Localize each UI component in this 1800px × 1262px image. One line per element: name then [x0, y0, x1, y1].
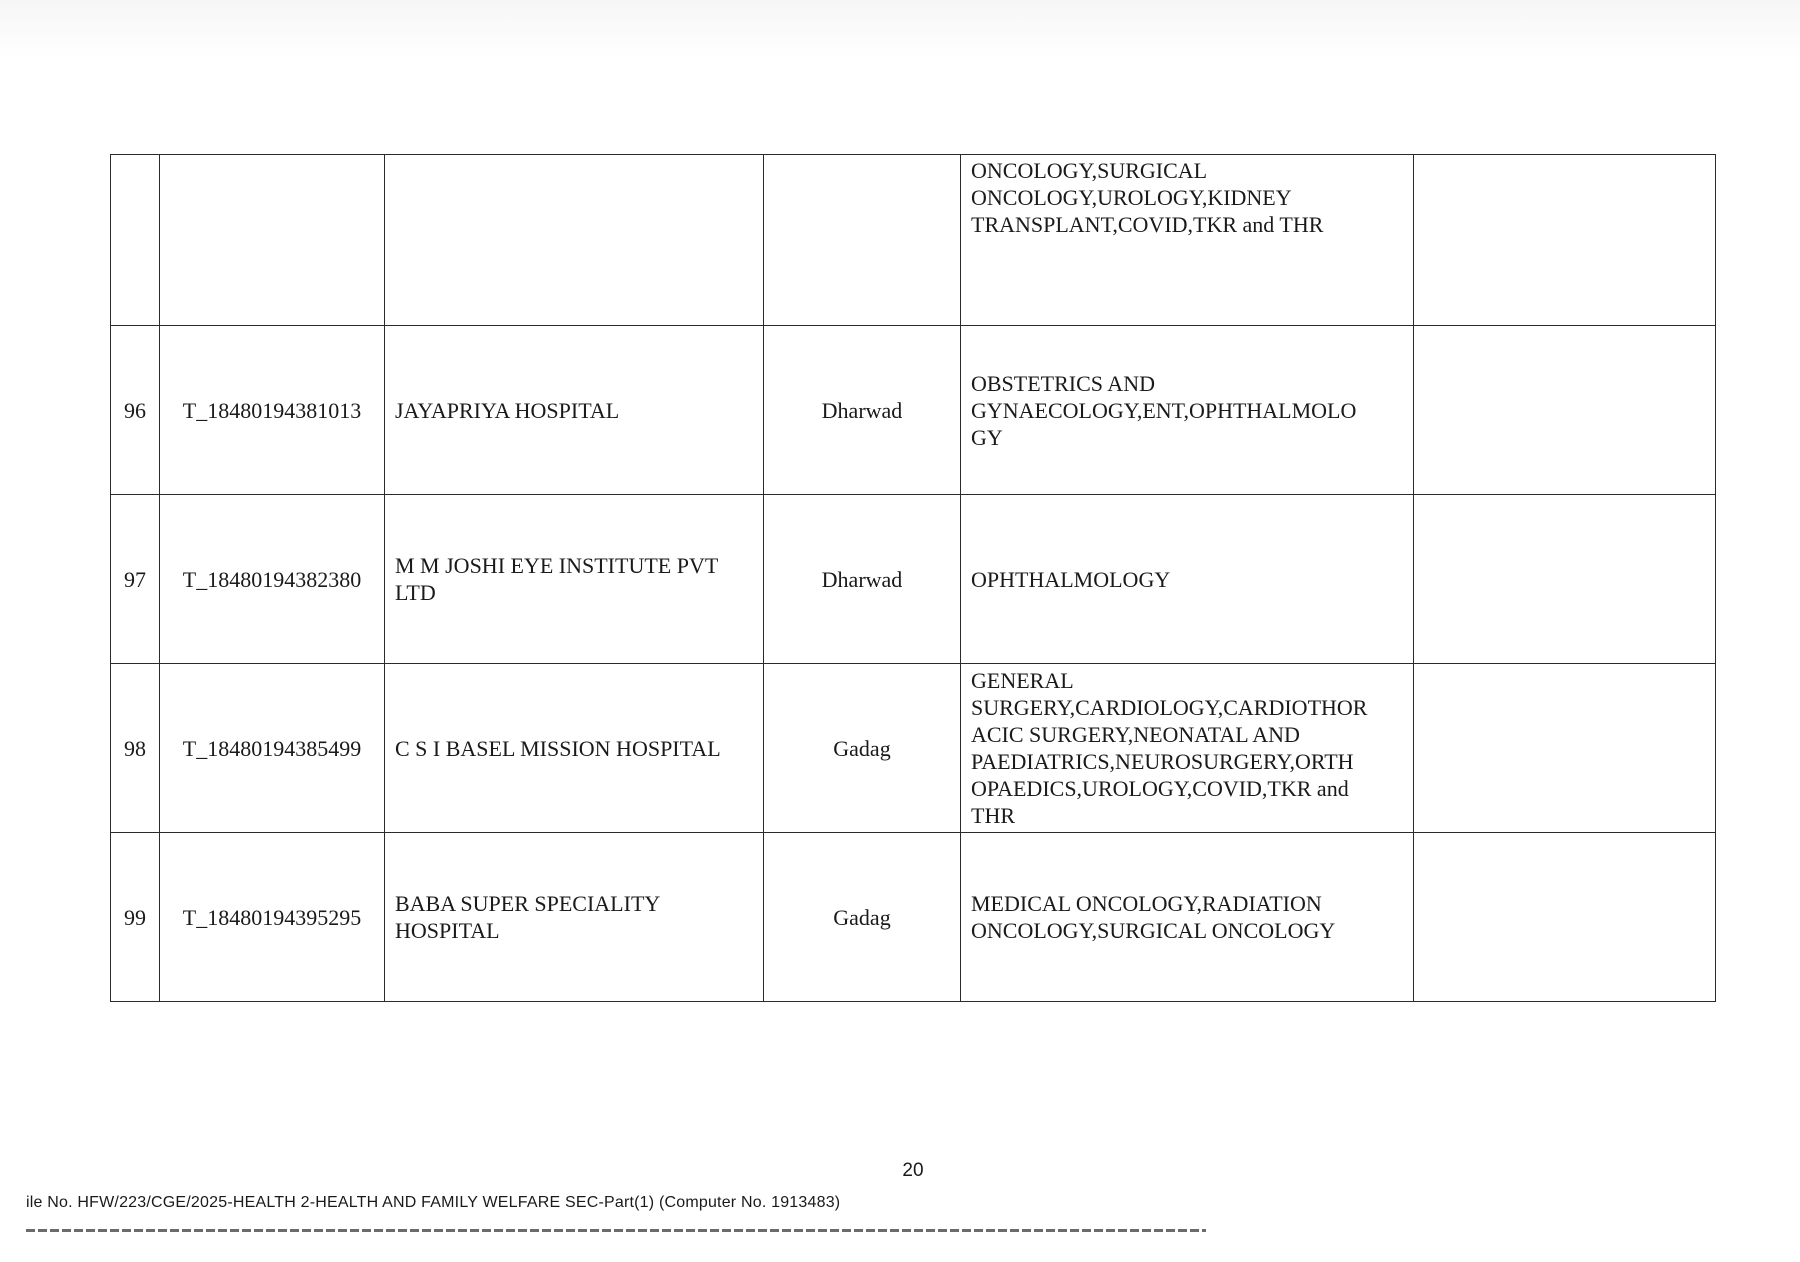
- district-cell: [764, 155, 961, 326]
- specialities-cell: OBSTETRICS AND GYNAECOLOGY,ENT,OPHTHALMOLO GY: [961, 326, 1414, 495]
- specialities-cell: MEDICAL ONCOLOGY,RADIATION ONCOLOGY,SURGICAL ONCOLOGY: [961, 833, 1414, 1002]
- hospital-name-cell: [385, 155, 764, 326]
- id-cell: T_18480194395295: [160, 833, 385, 1002]
- page-number: 20: [902, 1160, 924, 1181]
- district-cell: Gadag: [764, 664, 961, 833]
- hospital-name-cell: M M JOSHI EYE INSTITUTE PVT LTD: [385, 495, 764, 664]
- remarks-cell: [1414, 495, 1716, 664]
- hospital-name-cell: C S I BASEL MISSION HOSPITAL: [385, 664, 764, 833]
- district-cell: Dharwad: [764, 495, 961, 664]
- id-cell: T_18480194382380: [160, 495, 385, 664]
- specialities-cell: ONCOLOGY,SURGICAL ONCOLOGY,UROLOGY,KIDNEY TRANSPLANT,COVID,TKR and THR: [961, 155, 1414, 326]
- remarks-cell: [1414, 833, 1716, 1002]
- remarks-cell: [1414, 326, 1716, 495]
- table-row: [111, 326, 1716, 495]
- sl-cell: 98: [111, 664, 160, 833]
- sl-cell: 96: [111, 326, 160, 495]
- hospital-name-cell: BABA SUPER SPECIALITY HOSPITAL: [385, 833, 764, 1002]
- cut-off-footer-line: [26, 1226, 1206, 1234]
- file-reference-footer: ile No. HFW/223/CGE/2025-HEALTH 2-HEALTH AND FAMILY WELFARE SEC-Part(1) (Computer No. 1913483): [26, 1194, 841, 1211]
- id-cell: T_18480194385499: [160, 664, 385, 833]
- scan-shadow: [0, 0, 1800, 60]
- district-cell: Gadag: [764, 833, 961, 1002]
- table-row: [111, 833, 1716, 1002]
- specialities-cell: GENERAL SURGERY,CARDIOLOGY,CARDIOTHOR ACIC SURGERY,NEONATAL AND PAEDIATRICS,NEUROSURGERY,ORTH OPAEDICS,UROLOGY,COVID,TKR and THR: [961, 664, 1414, 833]
- hospital-name-cell: JAYAPRIYA HOSPITAL: [385, 326, 764, 495]
- table-row: [111, 155, 1716, 326]
- id-cell: [160, 155, 385, 326]
- sl-cell: 99: [111, 833, 160, 1002]
- specialities-cell: OPHTHALMOLOGY: [961, 495, 1414, 664]
- table-row: [111, 495, 1716, 664]
- sl-cell: 97: [111, 495, 160, 664]
- district-cell: Dharwad: [764, 326, 961, 495]
- id-cell: T_18480194381013: [160, 326, 385, 495]
- sl-cell: [111, 155, 160, 326]
- remarks-cell: [1414, 155, 1716, 326]
- remarks-cell: [1414, 664, 1716, 833]
- table-row: [111, 664, 1716, 833]
- hospital-table: [110, 154, 1716, 1002]
